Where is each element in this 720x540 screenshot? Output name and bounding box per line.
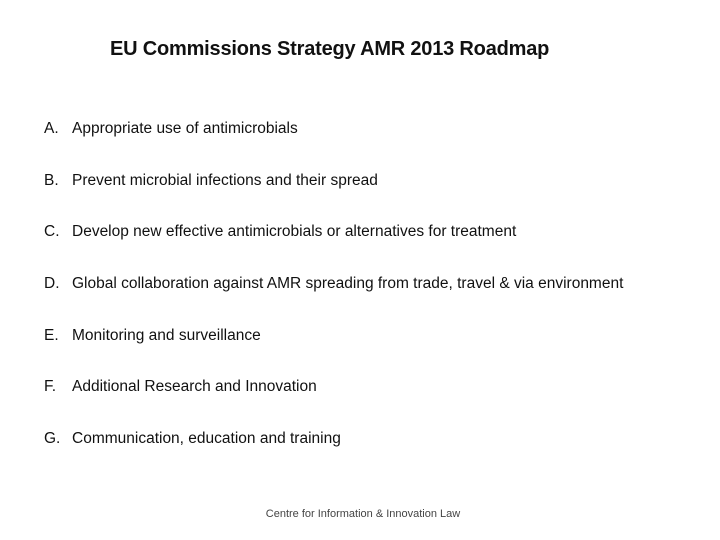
- list-item-text: Appropriate use of antimicrobials: [72, 120, 298, 137]
- list-item-letter: A.: [44, 120, 59, 137]
- list-item-letter: E.: [44, 326, 59, 344]
- list-item-text: Prevent microbial infections and their spread: [72, 171, 378, 189]
- list-item-text: Monitoring and surveillance: [72, 326, 261, 344]
- list-item-letter: B.: [44, 171, 59, 189]
- list-item-letter: G.: [44, 430, 61, 448]
- list-item: [44, 120, 623, 172]
- list-item: [44, 223, 623, 275]
- roadmap-list: [44, 120, 623, 482]
- list-item-text: Communication, education and training: [72, 430, 341, 448]
- slide-title: EU Commissions Strategy AMR 2013 Roadmap: [110, 38, 550, 60]
- list-item: [44, 275, 623, 327]
- slide-footer: Centre for Information & Innovation Law: [265, 508, 461, 520]
- list-item: [44, 172, 623, 224]
- list-item-letter: D.: [44, 275, 60, 293]
- list-item-text: Develop new effective antimicrobials or alternatives for treatment: [72, 223, 517, 241]
- list-item-text: Global collaboration against AMR spreading from trade, travel & via environment: [72, 275, 624, 293]
- list-item: [44, 430, 623, 482]
- list-item-letter: F.: [44, 378, 57, 396]
- list-item-text: Additional Research and Innovation: [72, 378, 317, 396]
- list-item: [44, 378, 623, 430]
- list-item-letter: C.: [44, 223, 60, 241]
- list-item: [44, 327, 623, 379]
